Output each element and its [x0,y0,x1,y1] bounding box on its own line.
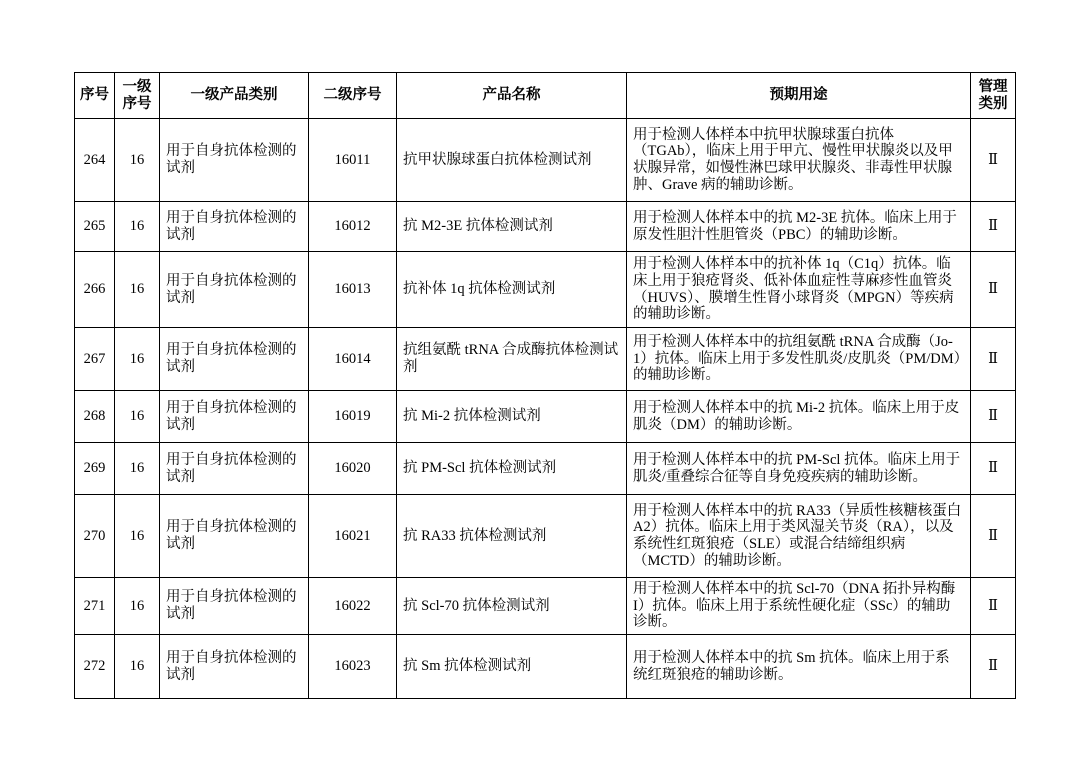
cell-yi-ji-xu-hao: 16 [115,328,160,391]
cell-yi-ji-chan-pin-lei-bie: 用于自身抗体检测的试剂 [160,635,309,699]
cell-yi-ji-chan-pin-lei-bie: 用于自身抗体检测的试剂 [160,328,309,391]
cell-yi-ji-xu-hao: 16 [115,252,160,328]
cell-yi-ji-chan-pin-lei-bie: 用于自身抗体检测的试剂 [160,578,309,635]
cell-chan-pin-ming-cheng: 抗 Scl-70 抗体检测试剂 [397,578,627,635]
cell-yu-qi-yong-tu: 用于检测人体样本中的抗 M2-3E 抗体。临床上用于原发性胆汁性胆管炎（PBC）的辅助诊断。 [627,202,971,252]
cell-chan-pin-ming-cheng: 抗 M2-3E 抗体检测试剂 [397,202,627,252]
cell-yi-ji-chan-pin-lei-bie: 用于自身抗体检测的试剂 [160,391,309,443]
cell-er-ji-xu-hao: 16019 [309,391,397,443]
cell-er-ji-xu-hao: 16011 [309,119,397,202]
cell-guan-li-lei-bie: Ⅱ [971,119,1016,202]
cell-guan-li-lei-bie: Ⅱ [971,578,1016,635]
cell-xu-hao: 271 [75,578,115,635]
cell-yu-qi-yong-tu: 用于检测人体样本中的抗组氨酰 tRNA 合成酶（Jo-1）抗体。临床上用于多发性肌炎/皮肌炎（PM/DM）的辅助诊断。 [627,328,971,391]
table-row [75,391,1016,443]
cell-xu-hao: 270 [75,495,115,578]
cell-guan-li-lei-bie: Ⅱ [971,495,1016,578]
cell-yu-qi-yong-tu: 用于检测人体样本中的抗补体 1q（C1q）抗体。临床上用于狼疮肾炎、低补体血症性荨麻疹性血管炎（HUVS）、膜增生性肾小球肾炎（MPGN）等疾病的辅助诊断。 [627,252,971,328]
cell-xu-hao: 272 [75,635,115,699]
cell-chan-pin-ming-cheng: 抗 PM-Scl 抗体检测试剂 [397,443,627,495]
cell-xu-hao: 269 [75,443,115,495]
table-row [75,119,1016,202]
cell-yi-ji-xu-hao: 16 [115,391,160,443]
table-row [75,328,1016,391]
cell-er-ji-xu-hao: 16020 [309,443,397,495]
cell-chan-pin-ming-cheng: 抗甲状腺球蛋白抗体检测试剂 [397,119,627,202]
cell-xu-hao: 268 [75,391,115,443]
column-header-guan-li-lei-bie: 管理类别 [971,73,1016,119]
cell-xu-hao: 266 [75,252,115,328]
cell-yi-ji-chan-pin-lei-bie: 用于自身抗体检测的试剂 [160,202,309,252]
cell-xu-hao: 267 [75,328,115,391]
header-row [75,73,1016,119]
cell-yi-ji-chan-pin-lei-bie: 用于自身抗体检测的试剂 [160,443,309,495]
column-header-yu-qi-yong-tu: 预期用途 [627,73,971,119]
cell-yi-ji-xu-hao: 16 [115,443,160,495]
cell-yi-ji-xu-hao: 16 [115,119,160,202]
cell-guan-li-lei-bie: Ⅱ [971,202,1016,252]
cell-yi-ji-xu-hao: 16 [115,578,160,635]
cell-yu-qi-yong-tu: 用于检测人体样本中的抗 RA33（异质性核糖核蛋白 A2）抗体。临床上用于类风湿关节炎（RA），以及系统性红斑狼疮（SLE）或混合结缔组织病（MCTD）的辅助诊断。 [627,495,971,578]
cell-yu-qi-yong-tu: 用于检测人体样本中的抗 PM-Scl 抗体。临床上用于肌炎/重叠综合征等自身免疫疾病的辅助诊断。 [627,443,971,495]
table-row [75,578,1016,635]
cell-yi-ji-xu-hao: 16 [115,635,160,699]
column-header-chan-pin-ming-cheng: 产品名称 [397,73,627,119]
column-header-yi-ji-chan-pin-lei-bie: 一级产品类别 [160,73,309,119]
column-header-er-ji-xu-hao: 二级序号 [309,73,397,119]
cell-yu-qi-yong-tu: 用于检测人体样本中的抗 Mi-2 抗体。临床上用于皮肌炎（DM）的辅助诊断。 [627,391,971,443]
cell-yi-ji-xu-hao: 16 [115,202,160,252]
table-row [75,202,1016,252]
cell-yu-qi-yong-tu: 用于检测人体样本中的抗 Sm 抗体。临床上用于系统红斑狼疮的辅助诊断。 [627,635,971,699]
cell-er-ji-xu-hao: 16013 [309,252,397,328]
cell-yu-qi-yong-tu: 用于检测人体样本中抗甲状腺球蛋白抗体（TGAb），临床上用于甲亢、慢性甲状腺炎以及甲状腺异常，如慢性淋巴球甲状腺炎、非毒性甲状腺肿、Grave 病的辅助诊断。 [627,119,971,202]
cell-guan-li-lei-bie: Ⅱ [971,252,1016,328]
cell-yi-ji-chan-pin-lei-bie: 用于自身抗体检测的试剂 [160,495,309,578]
table-row [75,635,1016,699]
cell-er-ji-xu-hao: 16021 [309,495,397,578]
cell-xu-hao: 264 [75,119,115,202]
table-row [75,252,1016,328]
product-catalog-table [74,72,1016,699]
column-header-yi-ji-xu-hao: 一级序号 [115,73,160,119]
table-row [75,495,1016,578]
table-row [75,443,1016,495]
cell-guan-li-lei-bie: Ⅱ [971,391,1016,443]
cell-er-ji-xu-hao: 16023 [309,635,397,699]
cell-guan-li-lei-bie: Ⅱ [971,328,1016,391]
cell-er-ji-xu-hao: 16012 [309,202,397,252]
cell-yi-ji-chan-pin-lei-bie: 用于自身抗体检测的试剂 [160,252,309,328]
cell-chan-pin-ming-cheng: 抗 Sm 抗体检测试剂 [397,635,627,699]
cell-er-ji-xu-hao: 16022 [309,578,397,635]
cell-chan-pin-ming-cheng: 抗组氨酰 tRNA 合成酶抗体检测试剂 [397,328,627,391]
cell-guan-li-lei-bie: Ⅱ [971,443,1016,495]
cell-chan-pin-ming-cheng: 抗补体 1q 抗体检测试剂 [397,252,627,328]
cell-yi-ji-xu-hao: 16 [115,495,160,578]
cell-er-ji-xu-hao: 16014 [309,328,397,391]
cell-xu-hao: 265 [75,202,115,252]
column-header-xu-hao: 序号 [75,73,115,119]
cell-chan-pin-ming-cheng: 抗 Mi-2 抗体检测试剂 [397,391,627,443]
cell-yi-ji-chan-pin-lei-bie: 用于自身抗体检测的试剂 [160,119,309,202]
cell-yu-qi-yong-tu: 用于检测人体样本中的抗 Scl-70（DNA 拓扑异构酶I）抗体。临床上用于系统性硬化症（SSc）的辅助诊断。 [627,578,971,635]
cell-guan-li-lei-bie: Ⅱ [971,635,1016,699]
cell-chan-pin-ming-cheng: 抗 RA33 抗体检测试剂 [397,495,627,578]
